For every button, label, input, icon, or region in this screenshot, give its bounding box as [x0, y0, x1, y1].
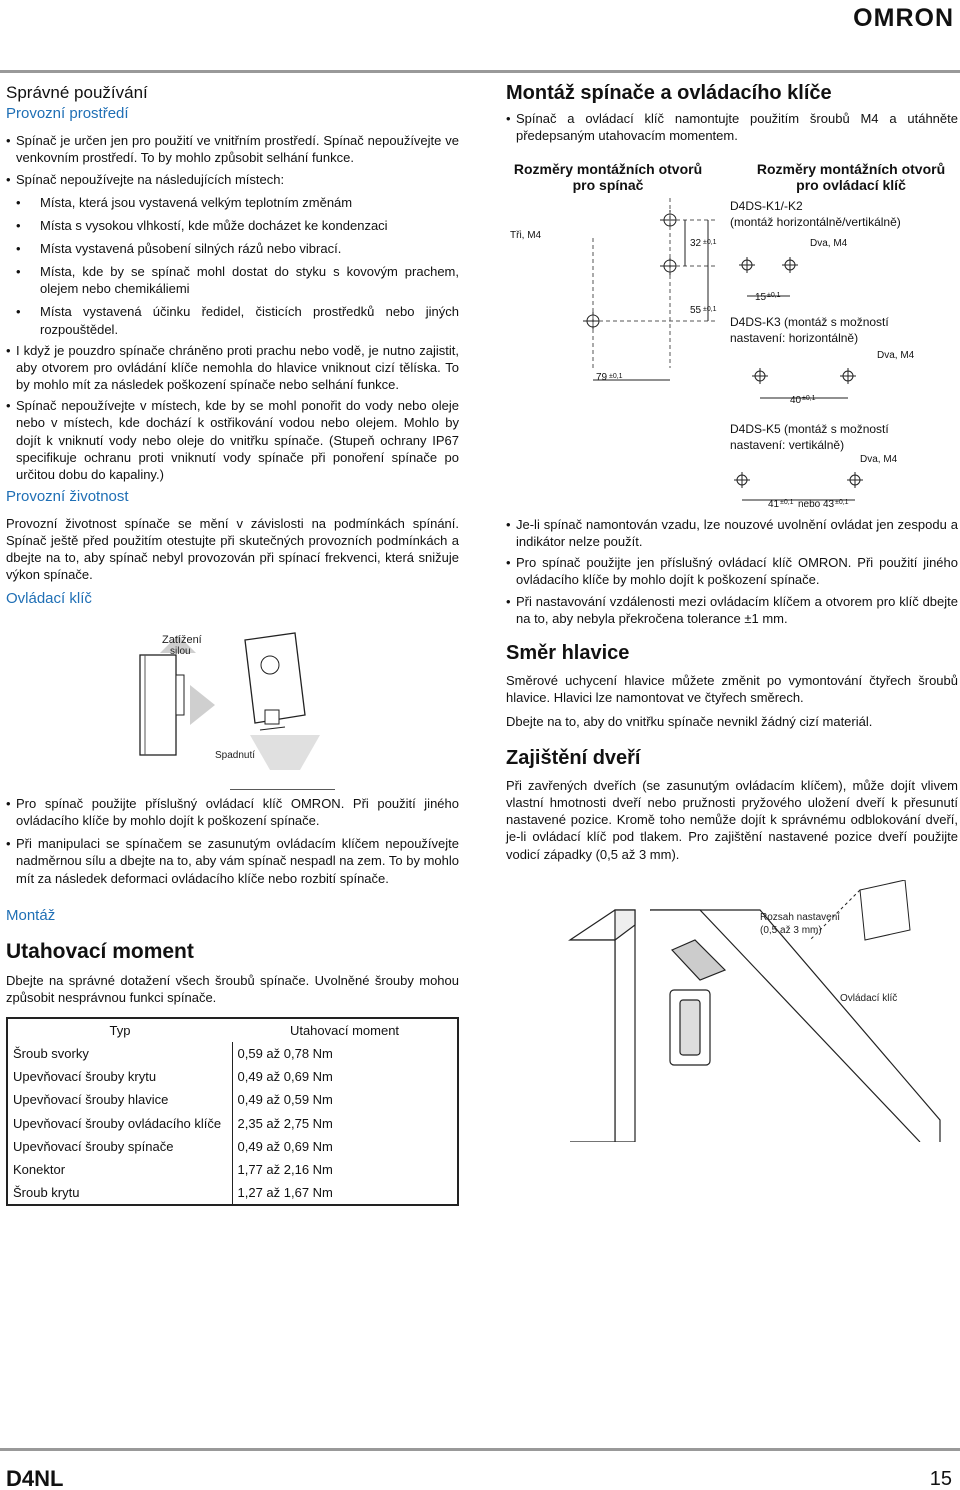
dim-43-tol: ±0,1	[835, 499, 849, 506]
k3-holes	[752, 368, 856, 398]
table-row	[7, 1065, 458, 1088]
table-cell: 0,49 až 0,59 Nm	[232, 1088, 458, 1111]
table-row	[7, 1181, 458, 1205]
k3-dva-m4: Dva, M4	[877, 350, 915, 361]
top-rule	[0, 70, 960, 73]
dim-40: 40	[790, 395, 802, 406]
life-text: Provozní životnost spínače se mění v závislosti na podmínkách spínání. Spínač ještě před použitím otestujte při skutečných provozních podmínkách a dbejte na to, aby spínač nebyl provozován při spínací frekvenci, která snižuje výkon spínače.	[6, 515, 459, 583]
table-cell: 1,77 až 2,16 Nm	[232, 1158, 458, 1181]
door-heading: Zajištění dveří	[506, 747, 641, 769]
table-cell: 0,49 až 0,69 Nm	[232, 1135, 458, 1158]
table-cell: Upevňovací šrouby ovládacího klíče	[13, 1115, 222, 1131]
switch-diagram-title-1: Rozměry montážních otvorů	[513, 161, 703, 177]
env-heading: Provozní prostředí	[6, 105, 129, 123]
head-text-2: Dbejte na to, aby do vnitřku spínače nevnikl žádný cizí materiál.	[506, 714, 873, 729]
footer-model: D4NL	[6, 1466, 64, 1490]
omron-logo: OMRON	[853, 4, 954, 32]
head-text-1: Směrové uchycení hlavice můžete změnit po vymontování čtyřech šroubů hlavice. Hlavici lze namontovat ve čtyřech směrech.	[506, 673, 958, 706]
mount-intro	[506, 110, 958, 144]
table-cell: Upevňovací šrouby hlavice	[13, 1092, 169, 1108]
range-label-1: Rozsah nastavení	[760, 912, 841, 923]
dim-41-tol: ±0,1	[780, 499, 794, 506]
key-diagram-title-1: Rozměry montážních otvorů	[756, 161, 946, 177]
key-drawing	[810, 880, 910, 940]
list-item: • Pro spínač použijte jen příslušný ovládací klíč OMRON. Při použití jiného ovládacího klíče by mohlo dojít k poškození spínače.	[506, 554, 958, 588]
dim-41: 41	[768, 499, 780, 510]
table-cell: 0,59 až 0,78 Nm	[232, 1042, 458, 1065]
life-heading: Provozní životnost	[6, 488, 129, 506]
list-item: • Místa vystavená působení silných rázů nebo vibrací.	[6, 240, 459, 257]
list-item: • Místa, která jsou vystavená velkým teplotním změnám	[6, 194, 459, 211]
table-cell: Upevňovací šrouby spínače	[13, 1138, 174, 1154]
table-cell: Šroub svorky	[13, 1046, 89, 1062]
dim-55-tol: ±0,1	[703, 306, 717, 313]
list-item: • Je-li spínač namontován vzadu, lze nouzové uvolnění ovládat jen zespodu a indikátor nelze použít.	[506, 516, 958, 550]
list-item: • Místa, kde by se spínač mohl dostat do styku s kovovým prachem, olejem nebo chemikáliemi	[6, 263, 459, 297]
torque-heading: Utahovací moment	[6, 940, 194, 963]
door-frame-drawing	[570, 910, 940, 1142]
table-row	[7, 1112, 458, 1135]
mount-title: Montáž spínače a ovládacího klíče	[506, 82, 832, 104]
key-label: Ovládací klíč	[840, 993, 898, 1004]
k1-holes	[739, 257, 798, 296]
dim-40-tol: ±0,1	[802, 395, 816, 402]
range-label-2: (0,5 až 3 mm)	[760, 925, 822, 936]
env-bullets-2	[6, 342, 459, 483]
col-header-torque: Utahovací moment	[289, 1023, 400, 1038]
list-item: • Spínač je určen jen pro použití ve vnitřním prostředí. Spínač nepoužívejte ve venkovním prostředí. To by mohlo způsobit selhání funkce.	[6, 132, 459, 166]
list-item: • Při nastavování vzdálenosti mezi ovládacím klíčem a otvorem pro klíč dbejte na to, aby nebyla překročena tolerance ±1 mm.	[506, 593, 958, 627]
switch-dim-lines	[593, 198, 715, 368]
switch-diagram-title-2: pro spínač	[572, 177, 644, 193]
dim-79: 79	[596, 372, 608, 383]
page-number: 15	[929, 1468, 952, 1490]
col-header-type: Typ	[109, 1023, 131, 1038]
list-item: • I když je pouzdro spínače chráněno proti prachu nebo vodě, je nutno zajistit, aby otvorem pro ovládání klíče nemohla do hlavice vniknout cizí tělíska. To by mohlo mít za následek poškození spínače nebo selhání funkce.	[6, 342, 459, 393]
dim-15-tol: ±0,1	[767, 292, 781, 299]
switch-holes	[583, 210, 680, 331]
door-lock-figure	[560, 880, 950, 1142]
section-title: Správné používání	[6, 83, 148, 102]
key-heading: Ovládací klíč	[6, 590, 92, 608]
dim-43: 43	[823, 499, 835, 510]
left-column	[6, 82, 459, 609]
dim-79-tol: ±0,1	[609, 373, 623, 380]
table-row	[7, 1042, 458, 1065]
table-header-row	[7, 1018, 458, 1042]
table-cell: Upevňovací šrouby krytu	[13, 1069, 157, 1085]
k5-holes	[734, 472, 863, 500]
dim-nebo: nebo	[798, 499, 821, 510]
k1-label-1: D4DS-K1/-K2	[730, 199, 803, 213]
table-cell: 1,27 až 1,67 Nm	[232, 1181, 458, 1205]
load-label-2: silou	[170, 646, 191, 657]
switch-body-drawing	[140, 655, 184, 755]
table-row	[7, 1088, 458, 1111]
head-heading: Směr hlavice	[506, 642, 630, 664]
table-cell: 2,35 až 2,75 Nm	[232, 1112, 458, 1135]
door-text: Při zavřených dveřích (se zasunutým ovládacím klíčem), může dojít vlivem vlastní hmotnosti dveří nebo pružnosti pryžového uložení dveří k přesunutí nastavené pozice. Kromě toho nemůže dojít k správnému odblokování dveří, je-li ovládací klíč pod tlakem. Pro zajištění nastavené pozice dveří použijte vodicí západky (0,5 až 3 mm).	[506, 778, 958, 862]
torque-table	[6, 1017, 459, 1206]
mount-heading: Montáž	[6, 907, 56, 924]
tri-m4-label: Tři, M4	[510, 230, 542, 241]
table-row	[7, 1135, 458, 1158]
env-bullets	[6, 132, 459, 187]
list-item: • Při manipulaci se spínačem se zasunutým ovládacím klíčem nepoužívejte nadměrnou sílu a dbejte na to, aby vám spínač nespadl na zem. To by mohlo mít za následek deformaci ovládacího klíče nebo rozbití spínače.	[6, 835, 459, 886]
k3-label-1: D4DS-K3 (montáž s možností	[730, 315, 889, 329]
dim-32-tol: ±0,1	[703, 239, 717, 246]
dim-55: 55	[690, 305, 702, 316]
list-item: • Spínač a ovládací klíč namontujte použitím šroubů M4 a utáhněte předepsaným utahovacím momentem.	[506, 110, 958, 144]
list-item: • Pro spínač použijte příslušný ovládací klíč OMRON. Při použití jiného ovládacího klíče by mohlo dojít k poškození spínače.	[6, 795, 459, 829]
drop-label: Spadnutí	[215, 750, 256, 761]
dim-32: 32	[690, 238, 702, 249]
dropped-switch-drawing	[230, 633, 335, 790]
table-cell: 0,49 až 0,69 Nm	[232, 1065, 458, 1088]
list-item: • Spínač nepoužívejte v místech, kde by se mohl ponořit do vody nebo oleje nebo v místech, kde dochází k ostřikování vodou nebo olejem. Mohlo by dojít k vniknutí vody nebo oleje do vnitřku spínače. (Stupeň ochrany IP67 specifikuje ochranu proti vniknutí vody spínače při ponoření spínače po určitou dobu do kapaliny.)	[6, 397, 459, 483]
torque-text: Dbejte na správné dotažení všech šroubů spínače. Uvolněné šrouby mohou způsobit nesprávnou funkci spínače.	[6, 973, 459, 1006]
k5-dva-m4: Dva, M4	[860, 454, 898, 465]
table-cell: Šroub krytu	[13, 1185, 80, 1201]
mount-bullets	[506, 516, 958, 627]
list-item: • Místa s vysokou vlhkostí, kde může docházet ke kondenzaci	[6, 217, 459, 234]
key-bullets	[6, 795, 459, 887]
key-diagram-title-2: pro ovládací klíč	[796, 177, 906, 193]
list-item: • Místa vystavená účinku ředidel, čisticích prostředků nebo jiných rozpouštědel.	[6, 303, 459, 337]
bottom-rule	[0, 1448, 960, 1451]
k3-label-2: nastavení: horizontálně)	[730, 331, 859, 345]
k1-label-2: (montáž horizontálně/vertikálně)	[730, 215, 901, 229]
load-label-1: Zatížení	[162, 634, 202, 646]
k5-label-1: D4DS-K5 (montáž s možností	[730, 422, 889, 436]
dim-15: 15	[755, 292, 767, 303]
mounting-hole-diagram	[500, 158, 960, 518]
k5-label-2: nastavení: vertikálně)	[730, 438, 845, 452]
table-row	[7, 1158, 458, 1181]
list-item: • Spínač nepoužívejte na následujících místech:	[6, 171, 459, 188]
k1-dva-m4: Dva, M4	[810, 238, 848, 249]
env-sub-list	[6, 194, 459, 338]
key-handling-figure	[120, 625, 340, 790]
table-cell: Konektor	[13, 1161, 66, 1177]
